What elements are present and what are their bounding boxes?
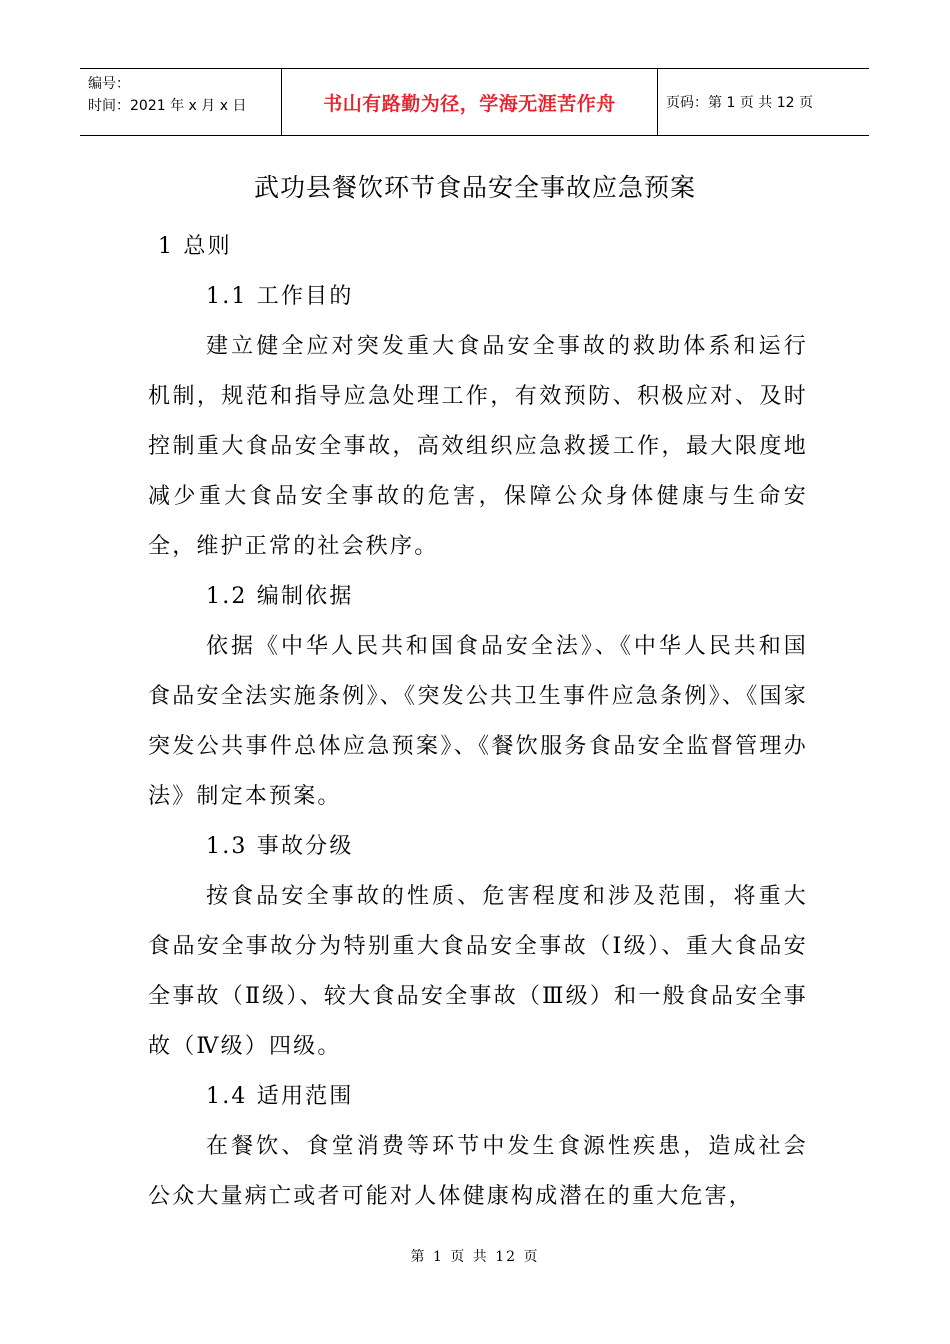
section-heading-1-4: 1.4 适用范围 [206, 1084, 354, 1109]
document-number: 编号： [88, 76, 130, 92]
paragraph-1-1: 建立健全应对突发重大食品安全事故的救助体系和运行机制，规范和指导应急处理工作，有效预防、积极应对、及时控制重大食品安全事故，高效组织应急救援工作，最大限度地减少重大食品安全事故的危害，保障公众身体健康与生命安全，维护正常的社会秩序。 [148, 334, 808, 559]
paragraph-1-2: 依据《中华人民共和国食品安全法》、《中华人民共和国食品安全法实施条例》、《突发公共卫生事件应急条例》、《国家突发公共事件总体应急预案》、《餐饮服务食品安全监督管理办法》制定本预案。 [148, 634, 808, 809]
section-heading-1-3: 1.3 事故分级 [206, 834, 354, 859]
document-body [148, 222, 808, 1222]
section-heading-1: 1 总则 [158, 234, 232, 259]
page-footer: 第 1 页 共 12 页 [410, 1249, 540, 1265]
section-heading-1-1: 1.1 工作目的 [206, 284, 354, 309]
paragraph-1-4: 在餐饮、食堂消费等环节中发生食源性疾患，造成社会公众大量病亡或者可能对人体健康构成潜在的重大危害， [148, 1134, 808, 1209]
paragraph-1-3: 按食品安全事故的性质、危害程度和涉及范围，将重大食品安全事故分为特别重大食品安全事故（Ⅰ级）、重大食品安全事故（Ⅱ级）、较大食品安全事故（Ⅲ级）和一般食品安全事故（Ⅳ级）四级。 [148, 884, 808, 1059]
document-date: 时间：2021 年 x 月 x 日 [88, 98, 247, 114]
header-motto: 书山有路勤为径，学海无涯苦作舟 [282, 69, 658, 135]
header-meta [80, 69, 282, 135]
document-title: 武功县餐饮环节食品安全事故应急预案 [253, 173, 696, 202]
section-heading-1-2: 1.2 编制依据 [206, 584, 354, 609]
page-header [80, 68, 869, 136]
header-page-info: 页码：第 1 页 共 12 页 [666, 95, 813, 111]
